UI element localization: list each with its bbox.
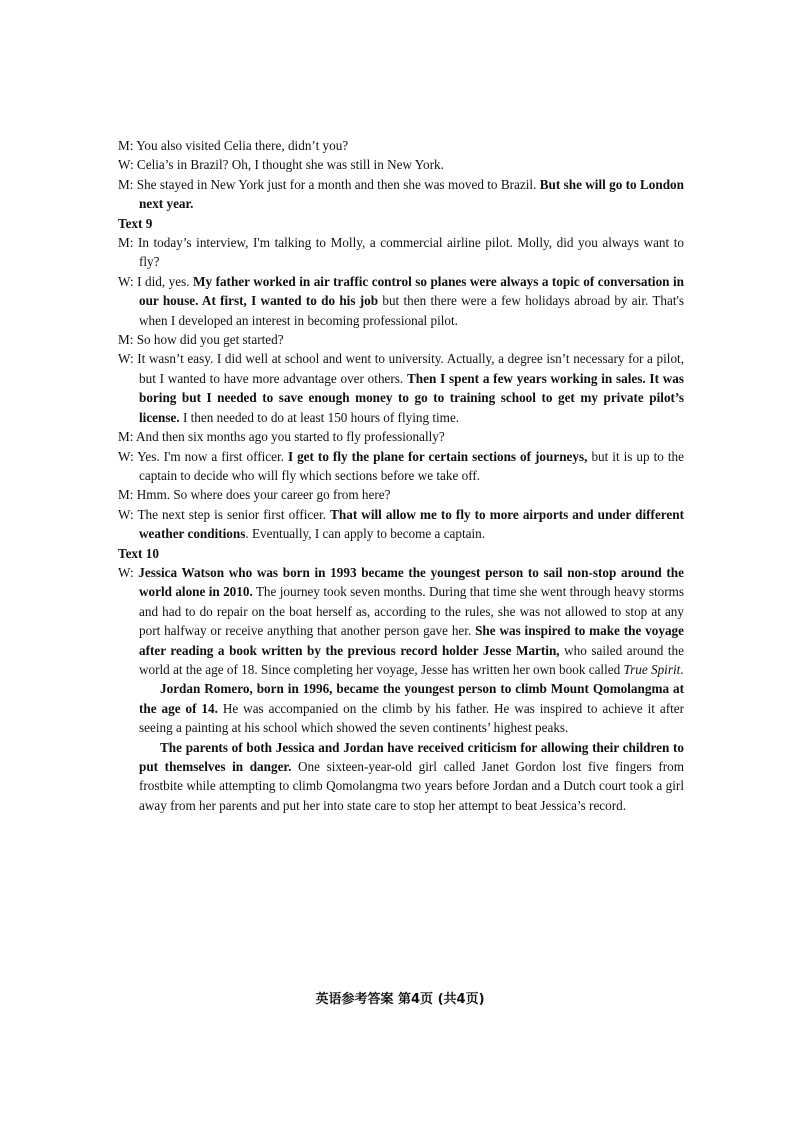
dialogue-line <box>118 175 684 214</box>
dialogue-line <box>118 155 684 174</box>
monologue-paragraph <box>118 563 684 679</box>
dialogue-line <box>118 447 684 486</box>
dialogue-text: You also visited Celia there, didn’t you? <box>136 138 349 153</box>
speaker-label: M: <box>118 138 137 153</box>
page-footer: 英语参考答案 第4页 (共4页) <box>315 992 485 1007</box>
paragraph-text: He was accompanied on the climb by his father. He was inspired to achieve it after seeing a painting at his school which showed the seven continents’ highest peaks. <box>139 700 684 736</box>
key-answer-text: Then I spent a few years working in sales. It was boring but I needed to save enough money to go to training school to get my private pilot’s license. <box>139 370 684 425</box>
speaker-label: M: <box>118 176 137 192</box>
speaker-label: W: <box>118 506 138 522</box>
dialogue-text: but it is up to the captain to decide who will fly which sections before we take off. <box>139 448 684 483</box>
speaker-label: M: <box>118 487 137 503</box>
dialogue-text: but then there were a few holidays abroad by air. That's when I developed an interest in becoming professional pilot. <box>139 293 685 328</box>
section-heading-text9: Text 9 <box>118 215 153 231</box>
monologue-paragraph <box>118 738 684 816</box>
key-answer-text: But she will go to London next year. <box>139 176 684 212</box>
dialogue-line <box>118 505 684 544</box>
dialogue-line <box>118 233 684 272</box>
speaker-label: W: <box>118 564 139 580</box>
dialogue-line <box>118 136 684 155</box>
speaker-label: W: <box>118 157 137 173</box>
dialogue-text: I did, yes. <box>137 273 194 289</box>
dialogue-text: Hmm. So where does your career go from here? <box>136 487 391 503</box>
dialogue-line <box>118 330 684 349</box>
paragraph-text: One sixteen-year-old girl called Janet Gordon lost five fingers from frostbite while attempting to climb Qomolangma two years before Jordan and a Dutch court took a girl away from her parents and put her into state care to stop her attempt to beat Jessica’s record. <box>139 759 684 813</box>
key-answer-text: I get to fly the plane for certain sections of journeys, <box>287 448 588 464</box>
dialogue-text: Yes. I'm now a first officer. <box>137 448 288 464</box>
dialogue-line <box>118 272 684 330</box>
key-answer-text: My father worked in air traffic control so planes were always a topic of conversation in our house. At first, I wanted to do his job <box>139 273 684 309</box>
speaker-label: M: <box>118 429 136 445</box>
dialogue-text: In today’s interview, I'm talking to Molly, a commercial airline pilot. Molly, did you always want to fly? <box>137 235 685 270</box>
dialogue-line <box>118 427 684 446</box>
speaker-label: W: <box>118 448 138 464</box>
dialogue-text: . Eventually, I can apply to become a captain. <box>245 526 486 542</box>
dialogue-line <box>118 349 684 427</box>
dialogue-text: It wasn’t easy. I did well at school and went to university. Actually, a degree isn’t necessary for a pilot, but I wanted to have more advantage over others. <box>137 351 684 386</box>
key-answer-text: That will allow me to fly to more airports and under different weather conditions <box>139 506 684 542</box>
speaker-label: W: <box>118 273 138 289</box>
speaker-label: M: <box>118 235 138 251</box>
section-heading-text10: Text 10 <box>118 545 159 561</box>
paragraph-text: who sailed around the world at the age of 18. Since completing her voyage, Jesse has written her own book called <box>139 642 685 677</box>
speaker-label: W: <box>118 351 138 367</box>
key-answer-text: The parents of both Jessica and Jordan have received criticism for allowing their children to put themselves in danger. <box>139 739 684 774</box>
paragraph-text: . <box>680 661 684 677</box>
book-title: True Spirit <box>623 661 681 677</box>
dialogue-text: The next step is senior first officer. <box>137 506 331 522</box>
dialogue-text: Celia’s in Brazil? Oh, I thought she was still in New York. <box>136 157 444 173</box>
monologue-paragraph <box>118 679 684 737</box>
dialogue-text: So how did you get started? <box>136 332 284 348</box>
dialogue-text: She stayed in New York just for a month and then she was moved to Brazil. <box>136 176 540 192</box>
dialogue-text: I then needed to do at least 150 hours of flying time. <box>179 409 460 425</box>
dialogue-text: And then six months ago you started to fly professionally? <box>135 429 445 445</box>
key-answer-text: Jessica Watson who was born in 1993 became the youngest person to sail non-stop around the world alone in 2010. <box>138 564 684 600</box>
paragraph-text: The journey took seven months. During that time she went through heavy storms and had to do repair on the boat herself as, according to the rules, she was not allowed to stop at any port halfway or receive anything that another person gave her. <box>139 584 684 639</box>
speaker-label: M: <box>118 332 137 348</box>
key-answer-text: Jordan Romero, born in 1996, became the youngest person to climb Mount Qomolangma at the age of 14. <box>139 681 684 716</box>
key-answer-text: She was inspired to make the voyage after reading a book written by the previous record holder Jesse Martin, <box>139 623 684 658</box>
transcript-body <box>118 136 684 815</box>
dialogue-line <box>118 485 684 504</box>
